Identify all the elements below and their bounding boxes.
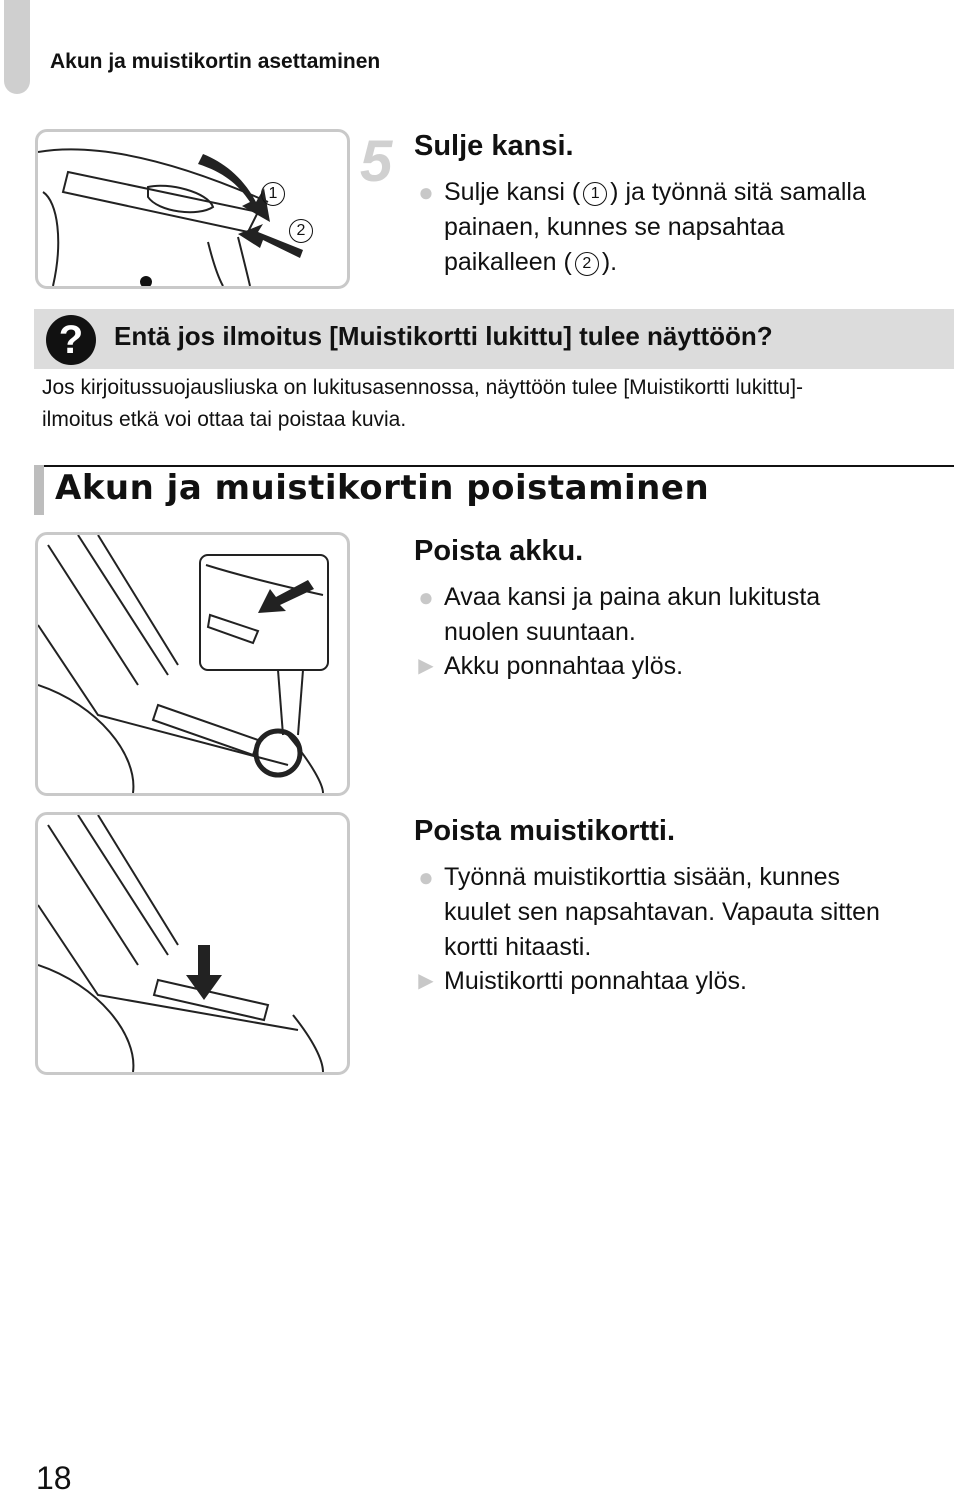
remove-card-bullet [414,860,960,965]
step-bullet-line2: painaen, kunnes se napsahtaa [444,213,785,241]
remove-card-result [414,964,960,999]
question-mark-icon: ? [46,315,96,365]
tip-body [42,372,952,436]
remove-card-result-text: Muistikortti ponnahtaa ylös. [444,967,747,995]
bullet-dot-icon: ● [418,582,434,612]
chapter-tab [4,0,30,94]
remove-card-illustration [38,815,347,1072]
section-rule [44,465,954,467]
step-title: Sulje kansi. [414,130,574,162]
tip-header [34,309,954,369]
bullet-dot-icon: ● [418,862,434,892]
remove-card-title: Poista muistikortti. [414,815,676,847]
remove-battery-result [414,649,960,684]
remove-card-line3: kortti hitaasti. [444,933,592,961]
section-title: Akun ja muistikortin poistaminen [55,468,710,508]
tip-body-line2: ilmoitus etkä voi ottaa tai poistaa kuvia. [42,408,407,431]
result-arrow-icon: ▶ [418,655,434,677]
close-cover-illustration [38,132,347,286]
tip-body-line1: Jos kirjoitussuojausliuska on lukitusasennossa, näyttöön tulee [Muistikortti lukittu]- [42,376,804,399]
header-section-title: Akun ja muistikortin asettaminen [50,50,381,73]
figure-close-cover [35,129,350,289]
remove-card-line2: kuulet sen napsahtavan. Vapauta sitten [444,898,880,926]
remove-battery-line1: Avaa kansi ja paina akun lukitusta [444,583,821,611]
inline-mark-2: 2 [575,252,599,276]
result-arrow-icon: ▶ [418,970,434,992]
remove-battery-result-text: Akku ponnahtaa ylös. [444,652,684,680]
figure-remove-card [35,812,350,1075]
figure-remove-battery [35,532,350,796]
step-number: 5 [360,129,393,194]
remove-battery-illustration [38,535,347,793]
page-number: 18 [36,1460,72,1496]
remove-battery-line2: nuolen suuntaan. [444,618,636,646]
bullet-dot-icon: ● [418,177,434,207]
figure1-label-1: 1 [261,182,285,206]
step-bullet: ● Sulje kansi ( 1 ) ja työnnä sitä samalla painaen, kunnes se napsahtaa paikalleen ( 2 ). [414,175,960,280]
section-marker [34,465,44,515]
inline-mark-1: 1 [583,182,607,206]
tip-title: Entä jos ilmoitus [Muistikortti lukittu] tulee näyttöön? [114,321,773,351]
remove-battery-bullet [414,580,960,650]
remove-battery-title: Poista akku. [414,535,584,567]
remove-card-line1: Työnnä muistikorttia sisään, kunnes [444,863,841,891]
figure1-label-2: 2 [289,219,313,243]
